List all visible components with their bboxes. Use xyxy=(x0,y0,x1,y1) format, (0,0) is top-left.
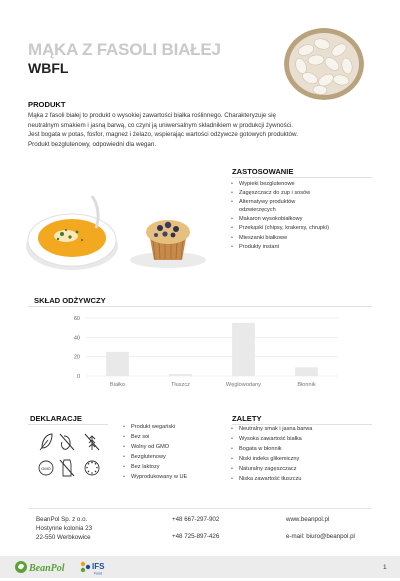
x-tick-label: Tłuszcz xyxy=(171,382,190,388)
bar xyxy=(169,374,192,376)
product-title: MĄKA Z FASOLI BIAŁEJ xyxy=(28,40,221,59)
list-item: • Produkt wegański xyxy=(118,424,218,432)
list-item: • Zagęszczacz do zup i sosów xyxy=(226,190,376,198)
divider xyxy=(28,508,372,509)
declarations-heading: DEKLARACJE xyxy=(30,414,82,423)
page-number: 1 xyxy=(383,564,387,571)
list-item: • Neutralny smak i jasna barwa xyxy=(226,426,376,434)
y-tick-label: 0 xyxy=(76,374,80,380)
bar xyxy=(106,352,129,376)
product-line: Produkt bezglutenowy, odpowiedni dla wegan. xyxy=(28,140,157,148)
svg-text:GMO: GMO xyxy=(41,466,51,471)
no-lactose-icon xyxy=(60,460,74,476)
list-item: • Produkty instant xyxy=(226,244,376,252)
phone-number[interactable]: +48 667-297-902 xyxy=(172,516,220,523)
list-item: • Makaron wysokobiałkowy xyxy=(226,216,376,224)
advantages-heading: ZALETY xyxy=(232,414,262,423)
list-item: • Wysoka zawartość białka xyxy=(226,436,376,444)
bar xyxy=(295,367,318,376)
muffin-photo xyxy=(124,198,212,270)
vegan-leaf-icon xyxy=(40,434,52,450)
white-beans-photo xyxy=(284,28,364,100)
email-link[interactable]: e-mail: biuro@beanpol.pl xyxy=(286,533,355,540)
product-line: Mąka z fasoli białej to produkt o wysokiej zawartości białka roślinnego. Charakteryzuje się xyxy=(28,112,277,119)
list-item: • Niska zawartość tłuszczu xyxy=(226,476,376,484)
product-line: Jest bogata w potas, fosfor, magnez i żelazo, wspierając wartości odżywcze gotowych produktów. xyxy=(28,131,298,139)
advantages-list xyxy=(226,426,376,486)
list-item: • Alternatywy produktów odzwierzęcych xyxy=(226,199,309,214)
divider xyxy=(28,306,372,307)
soup-bowl-photo xyxy=(22,184,132,278)
list-item: • Niski indeks glikemiczny xyxy=(226,456,376,464)
y-tick-label: 40 xyxy=(73,335,80,342)
list-item: • Bez laktozy xyxy=(118,464,218,472)
no-soy-icon xyxy=(60,434,74,450)
ifs-logo-subtext: Food xyxy=(94,571,102,576)
list-item: • Przekąski (chipsy, krakersy, chrupki) xyxy=(226,225,334,233)
list-item: • Wolny od GMO xyxy=(118,444,218,452)
divider xyxy=(232,424,372,425)
declaration-icons xyxy=(36,430,114,480)
y-tick-label: 20 xyxy=(73,354,80,361)
divider xyxy=(232,177,372,178)
ifs-food-logo xyxy=(78,558,118,576)
product-code: WBFL xyxy=(28,60,69,76)
nutrition-heading: SKŁAD ODŻYWCZY xyxy=(34,296,106,305)
product-description xyxy=(28,111,372,149)
list-item: • Bez soi xyxy=(118,434,218,442)
applications-heading: ZASTOSOWANIE xyxy=(232,167,294,176)
ifs-logo-text: IFS xyxy=(92,562,105,571)
company-street: Hostynne kolonia 23 xyxy=(36,525,93,532)
bar xyxy=(232,323,255,376)
website-link[interactable]: www.beanpol.pl xyxy=(286,516,330,523)
list-item: • Wypieki bezglutenowe xyxy=(226,181,376,189)
company-name: BeanPol Sp. z o.o. xyxy=(36,516,88,523)
list-item: • Mieszanki białkowe xyxy=(226,235,376,243)
x-tick-label: Błonnik xyxy=(297,382,316,388)
product-line: neutralnym smakiem i jasną barwą, co czyni ją uniwersalnym składnikiem w produkcji żywności. xyxy=(28,121,294,129)
divider xyxy=(28,424,108,425)
list-item: • Naturalny zagęszczacz xyxy=(226,466,376,474)
beanpol-logo-text: BeanPol xyxy=(29,563,65,574)
company-address xyxy=(36,515,92,542)
no-gmo-icon xyxy=(39,461,53,475)
list-item: • Wyprodukowany w UE xyxy=(118,474,218,482)
list-item: • Bezglutenowy xyxy=(118,454,218,462)
y-tick-label: 60 xyxy=(73,316,80,322)
beanpol-logo xyxy=(14,558,74,576)
x-tick-label: Białko xyxy=(109,382,126,388)
declarations-list xyxy=(118,424,218,484)
phone-number[interactable]: +48 725-897-426 xyxy=(172,533,220,540)
product-heading: PRODUKT xyxy=(28,100,66,109)
eu-stars-icon xyxy=(85,461,99,475)
applications-list xyxy=(226,181,376,253)
nutrition-chart xyxy=(56,310,346,390)
x-tick-label: Węglowodany xyxy=(225,382,262,388)
company-city: 22-550 Werbkowice xyxy=(36,534,91,541)
no-gluten-icon xyxy=(85,434,99,450)
list-item: • Bogata w błonnik xyxy=(226,446,376,454)
